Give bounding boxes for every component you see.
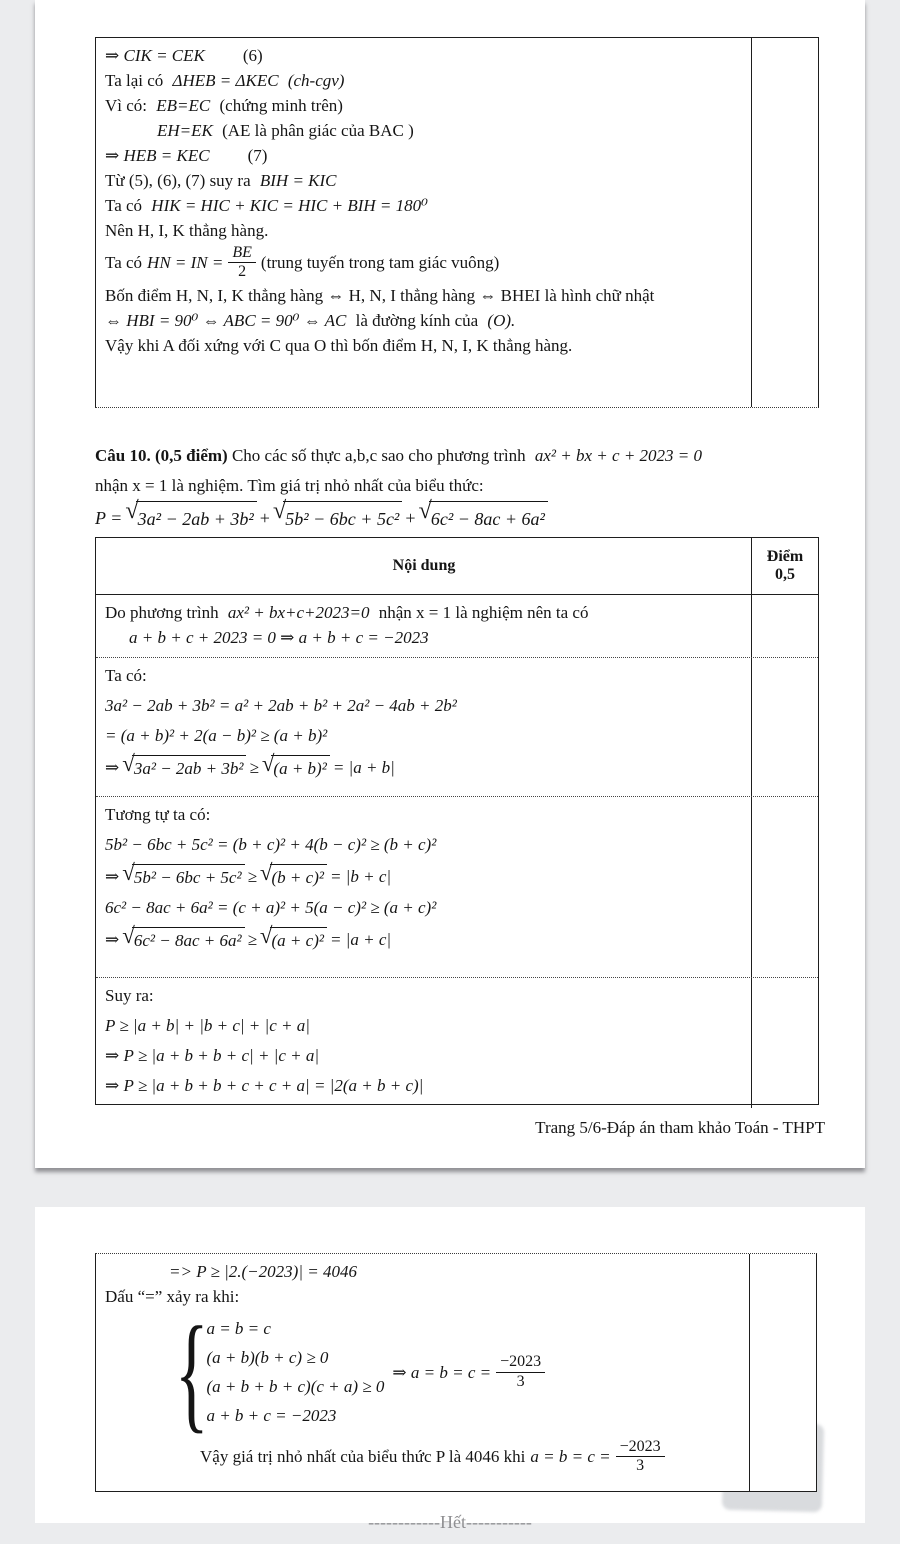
table-header-row (96, 538, 818, 595)
solution-label: Tương tự ta có: (105, 805, 211, 824)
sqrt-sign: √ (272, 497, 287, 524)
solution-label: Suy ra: (105, 986, 154, 1005)
sqrt-term: √ 6c² − 8ac + 6a² (419, 501, 548, 534)
table-row (96, 1254, 816, 1491)
question-10-statement (95, 441, 840, 534)
table-row (96, 38, 818, 407)
proof-line: ⇒ CIK = CEK (6) (105, 46, 263, 65)
page-5 (35, 0, 865, 1168)
solution-row-1 (96, 595, 818, 658)
question-line: nhận x = 1 là nghiệm. Tìm giá trị nhỏ nhất của biểu thức: (95, 476, 484, 495)
proof-line: EH=EK (AE là phân giác của BAC ) (157, 121, 414, 140)
solution-table (95, 537, 819, 1105)
conclusion-line: Vậy giá trị nhỏ nhất của biểu thức P là 4046 khi a = b = c = $\frac{-2023}{3}$ (200, 1439, 741, 1475)
solution-row-4 (96, 978, 818, 1108)
sqrt-term: √ 3a² − 2ab + 3b² (125, 501, 256, 534)
sqrt-term: √ 5b² − 6bc + 5c² (122, 864, 244, 888)
answer-table-continuation (95, 37, 819, 408)
proof-line: ⇒ HEB = KEC (7) (105, 146, 268, 165)
solution-line: Do phương trình ax² + bx+c+2023=0 nhận x = 1 là nghiệm nên ta có (105, 603, 589, 622)
equation-line: = (a + b)² + 2(a − b)² ≥ (a + b)² (105, 726, 328, 745)
score-cell (752, 797, 818, 977)
content-cell (96, 595, 752, 657)
equation-line: 3a² − 2ab + 3b² = a² + 2ab + b² + 2a² − 4ab + 2b² (105, 696, 457, 715)
content-cell (96, 978, 752, 1108)
sqrt-term: √ 6c² − 8ac + 6a² (122, 927, 244, 951)
fraction: $\frac{-2023}{3}$ (616, 1439, 665, 1475)
solution-row-3 (96, 797, 818, 978)
sqrt-term: √ (a + b)² (262, 755, 330, 779)
header-diem: Điểm 0,5 (766, 548, 804, 583)
proof-line: Vì có: EB=EC (chứng minh trên) (105, 96, 343, 115)
content-cell (96, 38, 752, 407)
content-cell (96, 797, 752, 977)
fraction: $\frac{BE}{2}$ (228, 245, 256, 281)
final-answer-table (95, 1253, 817, 1492)
proof-line: Nên H, I, K thẳng hàng. (105, 221, 269, 240)
fraction: $\frac{-2023}{3}$ (496, 1354, 545, 1390)
content-cell (96, 658, 752, 796)
plus-sign: + (259, 507, 270, 528)
score-cell (752, 38, 818, 407)
sqrt-sign: √ (122, 860, 135, 885)
expression-P: P = √ 3a² − 2ab + 3b² + √ 5b² − 6bc + 5c² + √ 6c² − 8ac + 6a² (95, 501, 840, 534)
solution-line: a + b + c + 2023 = 0 ⇒ a + b + c = −2023 (129, 628, 429, 647)
equation-line: 6c² − 8ac + 6a² = (c + a)² + 5(a − c)² ≥ (a + c)² (105, 898, 437, 917)
solution-line: Dấu “=” xảy ra khi: (105, 1287, 240, 1306)
proof-line: Vậy khi A đối xứng với C qua O thì bốn điểm H, N, I, K thẳng hàng. (105, 335, 573, 355)
sqrt-sign: √ (122, 923, 135, 948)
equation-number: (6) (242, 46, 263, 65)
equation-line: 5b² − 6bc + 5c² = (b + c)² + 4(b − c)² ≥ (b + c)² (105, 835, 437, 854)
score-cell (752, 978, 818, 1108)
equation-number: (7) (247, 146, 268, 165)
system-line: a + b + c = −2023 (206, 1405, 337, 1425)
solution-label: Ta có: (105, 666, 147, 685)
equation-system (174, 1299, 741, 1445)
score-cell (750, 1254, 816, 1491)
equation-line: => P ≥ |2.(−2023)| = 4046 (169, 1262, 357, 1281)
sqrt-sign: √ (259, 860, 273, 885)
plus-sign: + (405, 507, 416, 528)
proof-line: ⇔ HBI = 90⁰ ⇔ ABC = 90⁰ ⇔ AC là đường kính của (O). (105, 310, 516, 330)
system-brace: { (174, 1299, 209, 1445)
score-cell (752, 658, 818, 796)
sqrt-term: √ (b + c)² (260, 864, 327, 888)
system-conditions (206, 1317, 384, 1428)
equation-line: ⇒ √ 3a² − 2ab + 3b² ≥ √ (a + b)² = |a + b| (105, 751, 395, 778)
score-cell (752, 595, 818, 657)
header-noi-dung: Nội dung (96, 538, 752, 594)
proof-line: Ta có HIK = HIC + KIC = HIC + BIH = 180⁰ (105, 196, 428, 215)
equation-line: ⇒ P ≥ |a + b + b + c| + |c + a| (105, 1046, 320, 1065)
question-label: Câu 10. (0,5 điểm) (95, 446, 228, 465)
het-divider: ------------Hết----------- (368, 1512, 532, 1532)
equation-line: ⇒ √ 5b² − 6bc + 5c² ≥ √ (b + c)² = |b + c| (105, 860, 392, 887)
page-6 (35, 1207, 865, 1523)
sqrt-sign: √ (125, 497, 139, 524)
sqrt-sign: √ (259, 923, 273, 948)
sqrt-sign: √ (261, 751, 275, 776)
solution-row-2 (96, 658, 818, 797)
system-line: (a + b)(b + c) ≥ 0 (206, 1347, 329, 1367)
system-line: (a + b + b + c)(c + a) ≥ 0 (206, 1376, 385, 1396)
sqrt-sign: √ (122, 751, 135, 776)
sqrt-term: √ 5b² − 6bc + 5c² (273, 501, 402, 534)
system-line: a = b = c (206, 1318, 271, 1338)
proof-line: Ta lại có ΔHEB = ΔKEC (ch-cgv) (105, 71, 345, 90)
content-cell (96, 1254, 750, 1491)
sqrt-term: √ 3a² − 2ab + 3b² (122, 755, 246, 779)
question-line: Câu 10. (0,5 điểm) Cho các số thực a,b,c sao cho phương trình ax² + bx + c + 2023 = 0 (95, 446, 703, 465)
proof-line: Bốn điểm H, N, I, K thẳng hàng ⇔ H, N, I thẳng hàng ⇔ BHEI là hình chữ nhật (105, 285, 655, 305)
sqrt-sign: √ (418, 497, 432, 524)
page-footer: Trang 5/6-Đáp án tham khảo Toán - THPT (535, 1118, 825, 1137)
equation-line: P ≥ |a + b| + |b + c| + |c + a| (105, 1016, 310, 1035)
system-result: ⇒ a = b = c = $\frac{-2023}{3}$ (392, 1354, 550, 1390)
proof-line: Ta có HN = IN = $\frac{BE}{2}$ (trung tuyến trong tam giác vuông) (105, 244, 500, 281)
proof-line: Từ (5), (6), (7) suy ra BIH = KIC (105, 171, 337, 190)
equation-line: ⇒ √ 6c² − 8ac + 6a² ≥ √ (a + c)² = |a + c| (105, 923, 392, 950)
equation-line: ⇒ P ≥ |a + b + b + c + c + a| = |2(a + b + c)| (105, 1076, 424, 1095)
sqrt-term: √ (a + c)² (260, 927, 327, 951)
